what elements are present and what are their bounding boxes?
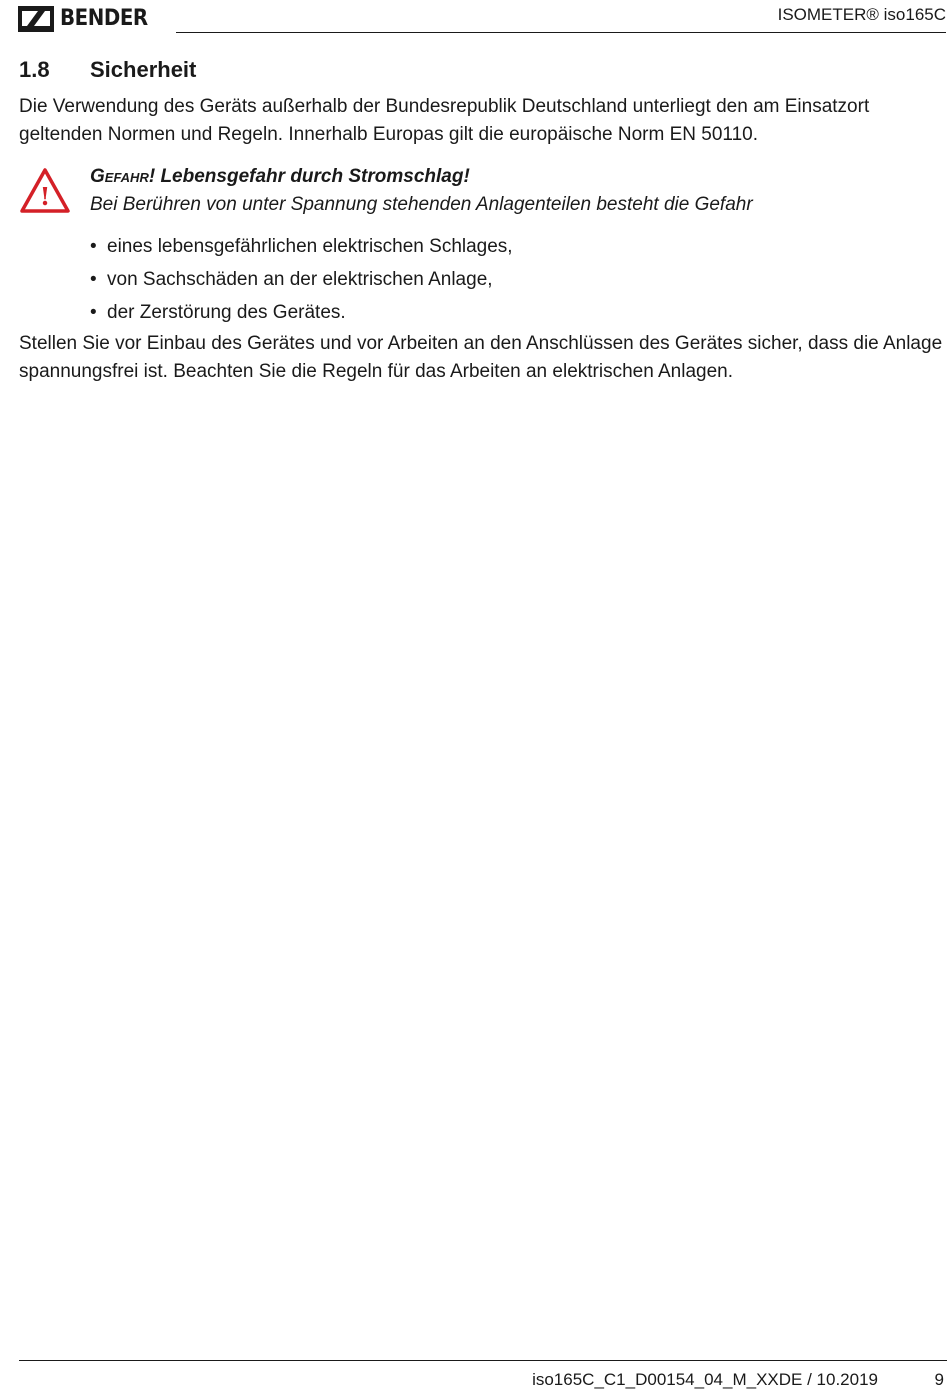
page-number: 9 (934, 1370, 944, 1389)
document-title: ISOMETER® iso165C (777, 5, 946, 24)
page-header (0, 0, 950, 40)
section-heading (19, 57, 196, 83)
list-item (90, 230, 513, 263)
bender-logo (18, 5, 157, 33)
bullet-icon: • (90, 302, 97, 323)
hazard-list (90, 230, 513, 329)
warning-text: Bei Berühren von unter Spannung stehenden Anlagenteilen besteht die Gefahr (90, 194, 753, 215)
svg-text:!: ! (39, 182, 51, 211)
list-item-text: eines lebensgefährlichen elektrischen Schlages, (107, 236, 513, 257)
list-item-text: von Sachschäden an der elektrischen Anlage, (107, 269, 493, 290)
header-divider (176, 32, 946, 33)
section-number: 1.8 (19, 57, 50, 82)
bullet-icon: • (90, 269, 97, 290)
warning-label: Gefahr (90, 166, 149, 187)
warning-title (90, 163, 470, 191)
list-item-text: der Zerstörung des Gerätes. (107, 302, 346, 323)
bullet-icon: • (90, 236, 97, 257)
warning-triangle-icon (19, 167, 71, 215)
footer-divider (19, 1360, 947, 1361)
intro-paragraph: Die Verwendung des Geräts außerhalb der Bundesrepublik Deutschland unterliegt den am Einsatzort geltenden Normen und Regeln. Innerhalb Europas gilt die europäische Norm EN 50110. (19, 96, 870, 145)
bender-logo-icon (18, 6, 54, 32)
list-item (90, 263, 513, 296)
footer-document-id: iso165C_C1_D00154_04_M_XXDE / 10.2019 (532, 1370, 878, 1389)
closing-paragraph: Stellen Sie vor Einbau des Gerätes und vor Arbeiten an den Anschlüssen des Gerätes sicher, dass die Anlage spannungsfrei ist. Beachten Sie die Regeln für das Arbeiten an elektrischen Anlagen. (19, 333, 943, 382)
list-item (90, 296, 513, 329)
section-title: Sicherheit (90, 57, 197, 82)
logo-text: BENDER (60, 6, 148, 31)
warning-title-text: ! Lebensgefahr durch Stromschlag! (148, 166, 470, 187)
